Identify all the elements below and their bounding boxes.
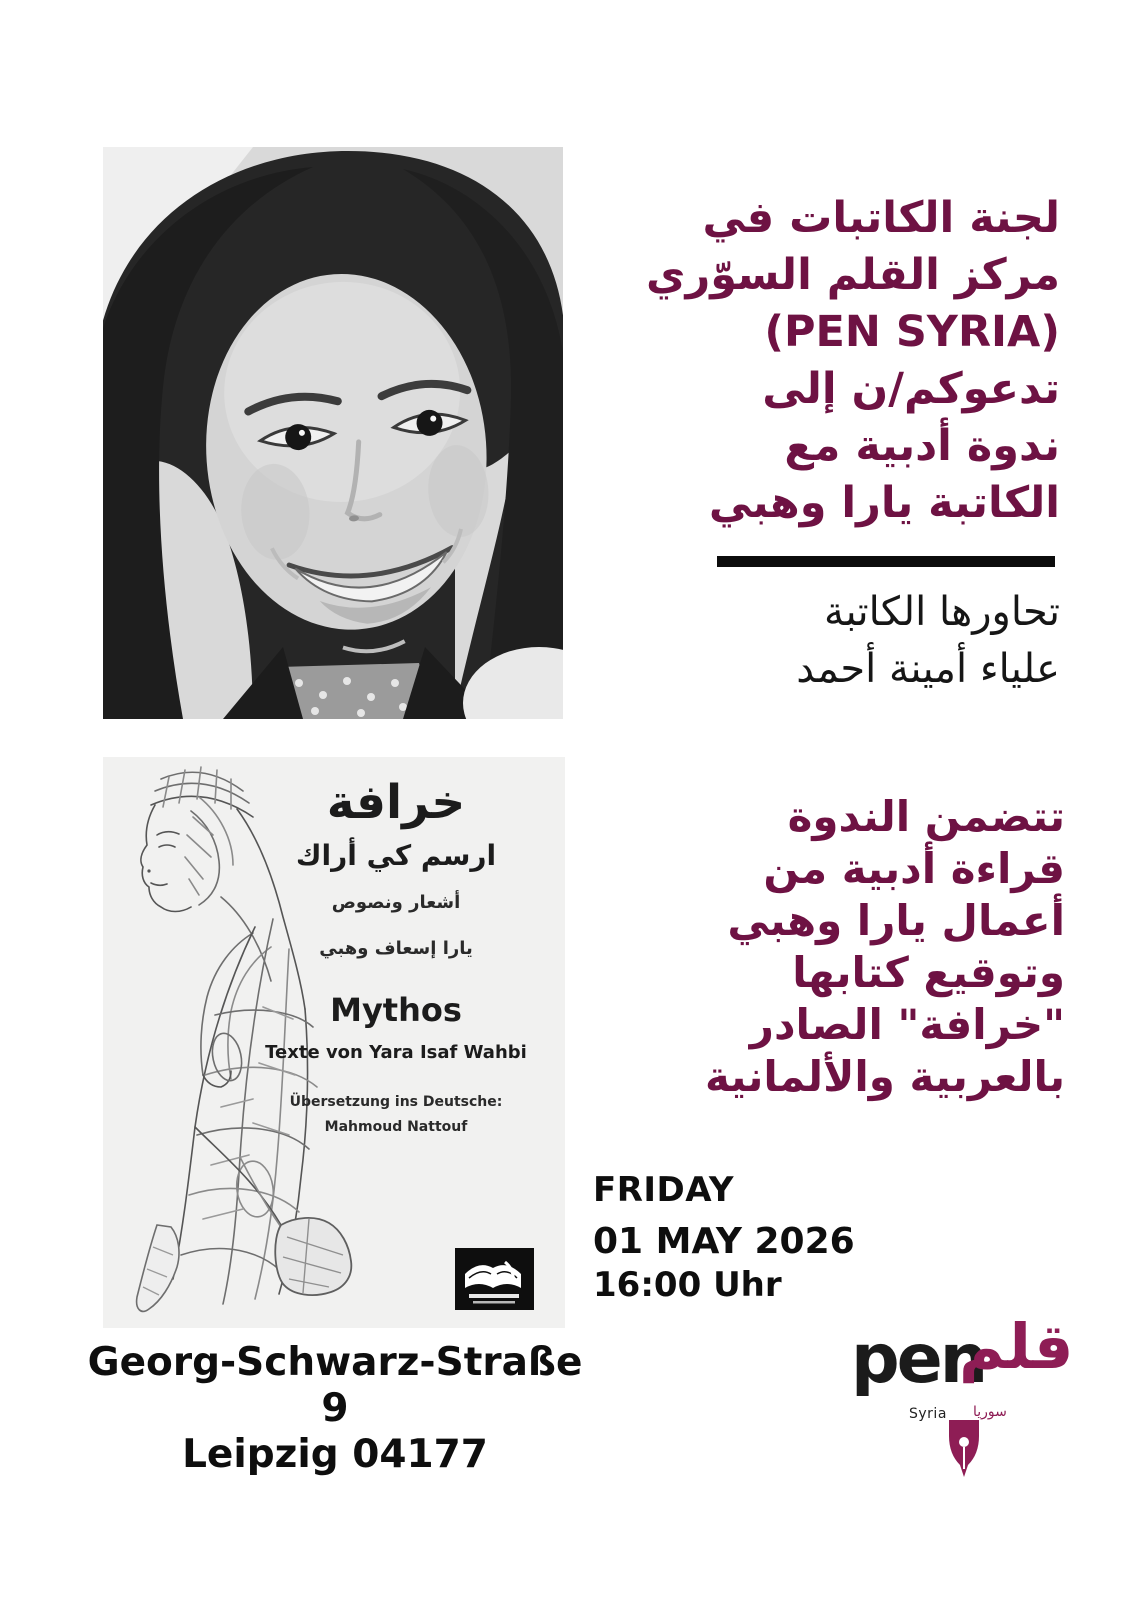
book-title-arabic: خرافة — [326, 775, 466, 830]
pen-logo-syria-arabic: سوريا — [973, 1404, 1007, 1420]
address-street: Georg-Schwarz-Straße 9 — [87, 1340, 583, 1431]
invite-line: مركز القلم السوّري — [646, 250, 1060, 300]
moderator-text-block — [540, 584, 1060, 698]
book-subtitle-arabic: ارسم كي أراك — [295, 839, 497, 872]
pen-syria-logo — [843, 1310, 1093, 1485]
pen-nib-icon — [945, 1420, 983, 1478]
pen-logo-arabic: قلم — [959, 1310, 1074, 1383]
details-line: وتوقيع كتابها — [792, 948, 1065, 997]
divider-rule — [717, 556, 1055, 567]
book-cover — [103, 757, 565, 1328]
event-time: 16:00 Uhr — [593, 1265, 782, 1305]
details-line: تتضمن الندوة — [787, 792, 1065, 841]
portrait-photo — [103, 147, 563, 719]
invite-line: ندوة أدبية مع — [784, 421, 1060, 471]
book-translation-label: Übersetzung ins Deutsche: — [289, 1094, 503, 1110]
portrait-photo-graphic — [103, 147, 563, 719]
pen-logo-latin: pen — [851, 1320, 986, 1399]
venue-address — [70, 1340, 600, 1478]
address-city: Leipzig 04177 — [182, 1432, 488, 1477]
details-line: "خرافة" الصادر — [749, 1000, 1065, 1049]
invite-line: تدعوكم/ن إلى — [762, 364, 1060, 414]
book-title-german: Mythos — [330, 991, 462, 1029]
book-genre: أشعار ونصوص — [331, 892, 461, 913]
invite-line-pen-syria: (PEN SYRIA) — [764, 307, 1060, 357]
open-book-icon — [455, 1248, 534, 1310]
details-text-block — [525, 791, 1065, 1103]
moderator-line: تحاورها الكاتبة — [824, 589, 1060, 635]
event-day: FRIDAY — [593, 1170, 734, 1210]
book-translator: Mahmoud Nattouf — [324, 1119, 468, 1135]
invite-line: لجنة الكاتبات في — [702, 193, 1060, 243]
moderator-line: علياء أمينة أحمد — [796, 646, 1060, 692]
details-line: أعمال يارا وهبي — [727, 896, 1065, 945]
book-author-arabic: يارا إسعاف وهبي — [319, 938, 473, 959]
event-datetime — [593, 1170, 855, 1305]
publisher-logo — [455, 1248, 534, 1310]
details-line: قراءة أدبية من — [763, 844, 1065, 893]
invite-text-block — [520, 190, 1060, 532]
details-line: بالعربية والألمانية — [704, 1052, 1065, 1101]
invite-line: الكاتبة يارا وهبي — [708, 478, 1060, 528]
event-date: 01 MAY 2026 — [593, 1221, 855, 1262]
pen-logo-syria-latin: Syria — [909, 1406, 947, 1422]
book-byline-german: Texte von Yara Isaf Wahbi — [265, 1042, 527, 1063]
